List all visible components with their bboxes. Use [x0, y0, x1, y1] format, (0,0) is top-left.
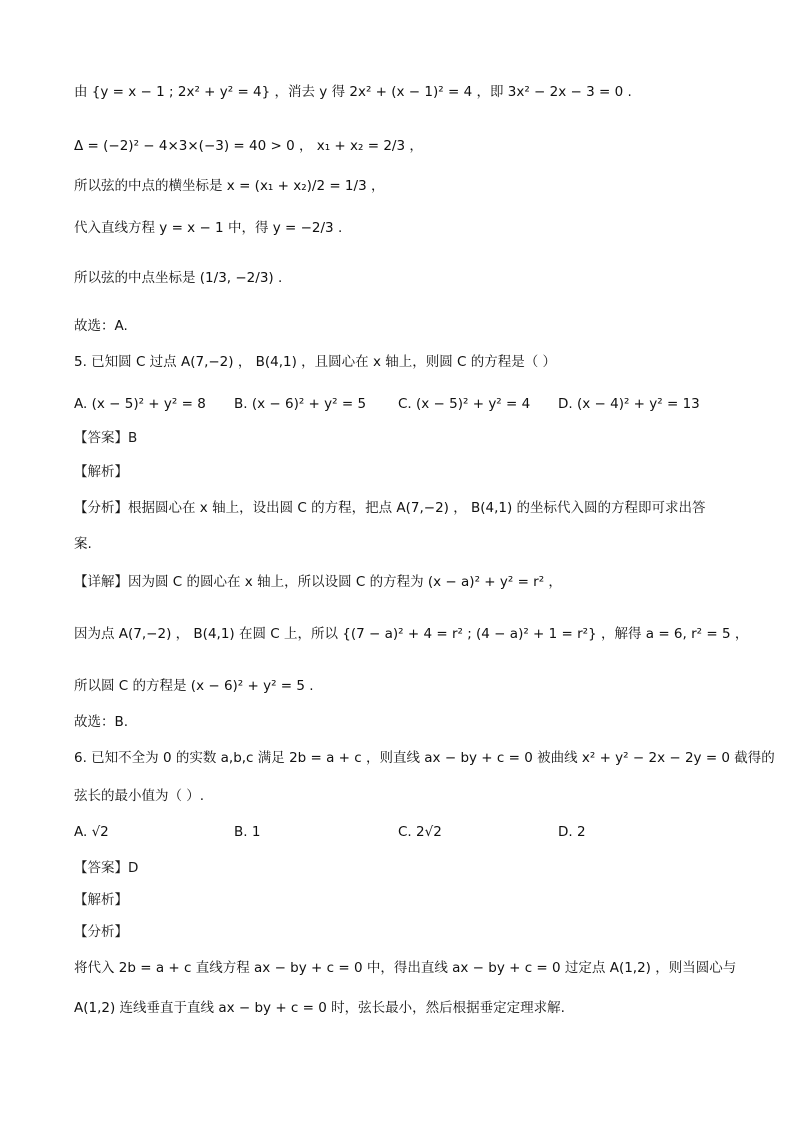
q6-option-a: A. √2 [74, 824, 109, 840]
q6-option-d: D. 2 [558, 824, 586, 840]
q5-option-a: A. (x − 5)² + y² = 8 [74, 396, 206, 412]
q5-option-d: D. (x − 4)² + y² = 13 [558, 396, 700, 412]
q6-fenxi-1: 将代入 2b = a + c 直线方程 ax − by + c = 0 中，得出直线 ax − by + c = 0 过定点 A(1,2) ，则当圆心与 [74, 960, 737, 976]
q6-option-c: C. 2√2 [398, 824, 442, 840]
q5-detail-1: 【详解】因为圆 C 的圆心在 x 轴上，所以设圆 C 的方程为 (x − a)² + y² = r² ， [74, 574, 562, 590]
q5-choice: 故选：B. [74, 714, 129, 730]
solution-line-1: 由 {y = x − 1 ; 2x² + y² = 4} ，消去 y 得 2x² + (x − 1)² = 4 ，即 3x² − 2x − 3 = 0 . [74, 84, 632, 100]
q5-analysis-label: 【解析】 [74, 464, 128, 480]
q6-stem-1: 6. 已知不全为 0 的实数 a,b,c 满足 2b = a + c ，则直线 ax − by + c = 0 被曲线 x² + y² − 2x − 2y = 0 截得的 [74, 750, 775, 766]
q6-fenxi-2: A(1,2) 连线垂直于直线 ax − by + c = 0 时，弦长最小，然后根据垂定定理求解. [74, 1000, 565, 1016]
solution-line-4: 代入直线方程 y = x − 1 中，得 y = −2/3 . [74, 220, 343, 236]
q5-detail-2: 因为点 A(7,−2) ， B(4,1) 在圆 C 上，所以 {(7 − a)² + 4 = r² ; (4 − a)² + 1 = r²} ，解得 a = 6, r² = 5 ， [74, 626, 749, 642]
q5-fenxi-1: 【分析】根据圆心在 x 轴上，设出圆 C 的方程，把点 A(7,−2) ， B(4,1) 的坐标代入圆的方程即可求出答 [74, 500, 706, 516]
q5-option-c: C. (x − 5)² + y² = 4 [398, 396, 531, 412]
q6-stem-2: 弦长的最小值为（ ）. [74, 788, 205, 804]
solution-choice: 故选：A. [74, 318, 128, 334]
q6-fenxi-label: 【分析】 [74, 924, 128, 940]
q5-detail-3: 所以圆 C 的方程是 (x − 6)² + y² = 5 . [74, 678, 314, 694]
solution-line-5: 所以弦的中点坐标是 (1/3, −2/3) . [74, 270, 283, 286]
q5-answer: 【答案】B [74, 430, 138, 446]
q6-option-b: B. 1 [234, 824, 261, 840]
q5-fenxi-2: 案. [74, 536, 92, 552]
solution-line-2: Δ = (−2)² − 4×3×(−3) = 40 > 0 ， x₁ + x₂ = 2/3 ， [74, 138, 423, 154]
q6-answer: 【答案】D [74, 860, 139, 876]
solution-line-3: 所以弦的中点的横坐标是 x = (x₁ + x₂)/2 = 1/3 ， [74, 178, 385, 194]
q5-option-b: B. (x − 6)² + y² = 5 [234, 396, 367, 412]
q5-stem: 5. 已知圆 C 过点 A(7,−2) ， B(4,1) ，且圆心在 x 轴上，则圆 C 的方程是（ ） [74, 354, 557, 370]
q6-analysis-label: 【解析】 [74, 892, 128, 908]
